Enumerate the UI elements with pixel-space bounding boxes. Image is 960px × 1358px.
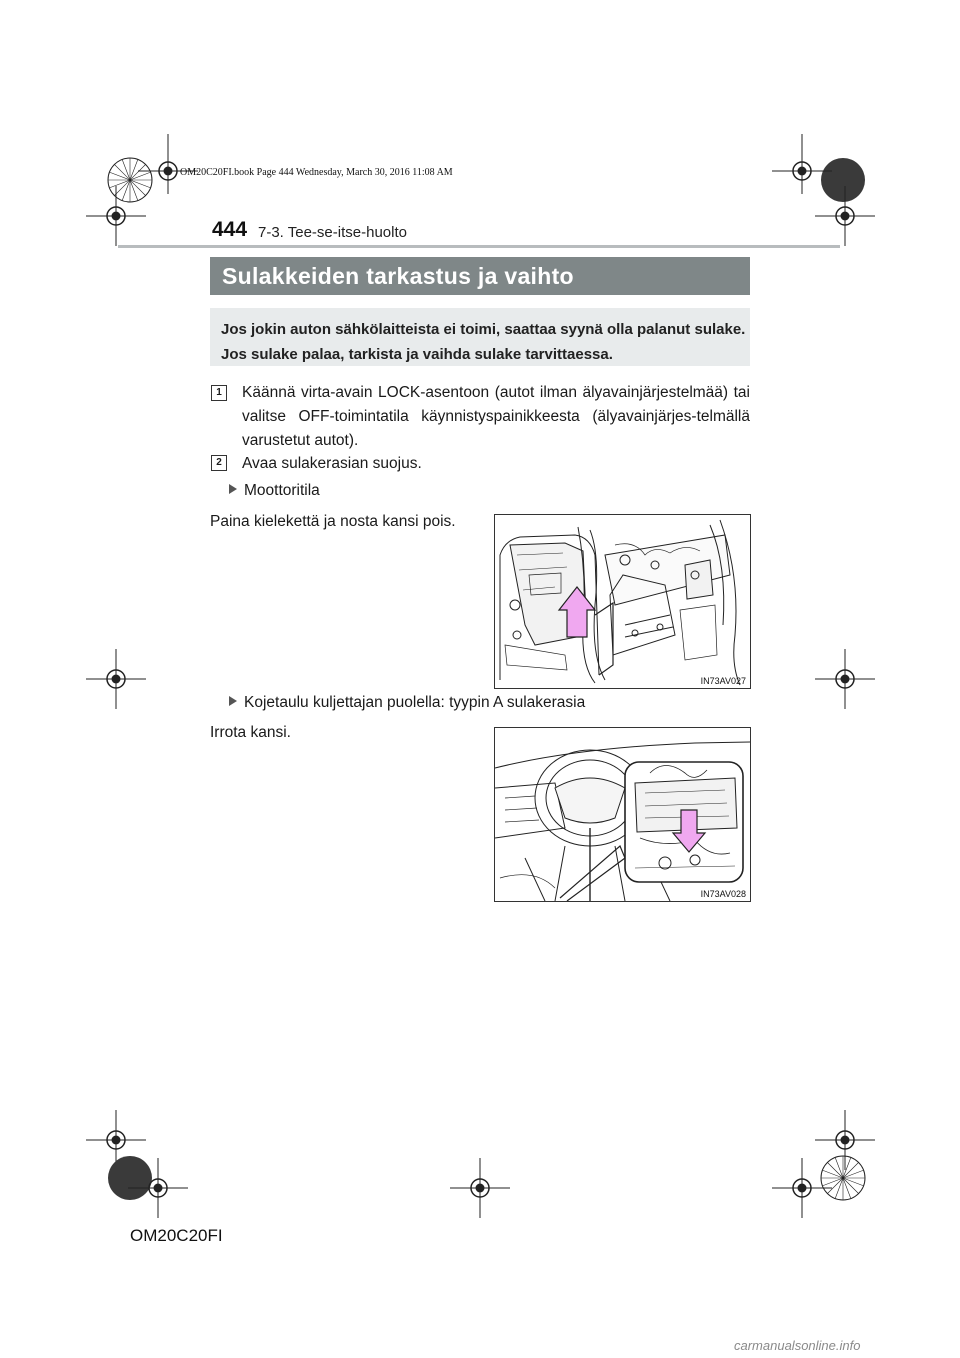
registration-mark-top-left bbox=[138, 134, 198, 194]
instruction-dashboard: Irrota kansi. bbox=[210, 724, 291, 741]
watermark: carmanualsonline.info bbox=[734, 1338, 861, 1353]
step-1-text: Käännä virta-avain LOCK-asentoon (autot ilman älyavainjärjestelmää) tai valitse OFF-toimintatila käynnistyspainikkeesta (älyavainjärjes-telmällä varustetut autot). bbox=[242, 384, 750, 449]
footer-code: OM20C20FI bbox=[130, 1226, 223, 1245]
bullet-text: Kojetaulu kuljettajan puolella: tyypin A sulakerasia bbox=[244, 694, 586, 711]
intro-box bbox=[210, 308, 750, 366]
header-rule bbox=[118, 245, 840, 248]
figure-label: IN73AV028 bbox=[700, 889, 746, 899]
registration-mark-bottom-right bbox=[772, 1158, 832, 1218]
figure-engine-fuse-box bbox=[494, 514, 751, 689]
figure-dashboard-fuse-box bbox=[494, 727, 751, 902]
triangle-bullet-icon bbox=[229, 484, 237, 494]
registration-mark-left-upper bbox=[86, 186, 146, 246]
bullet-engine-compartment bbox=[229, 482, 320, 500]
intro-text: Jos jokin auton sähkölaitteista ei toimi, saattaa syynä olla palanut sulake. Jos sulake palaa, tarkista ja vaihda sulake tarvittaessa. bbox=[221, 321, 746, 363]
page-number: 444 bbox=[212, 218, 248, 241]
step-number-1: 1 bbox=[211, 385, 227, 401]
registration-mark-bottom-center bbox=[450, 1158, 510, 1218]
registration-mark-right-middle bbox=[815, 649, 875, 709]
registration-mark-bottom-left bbox=[128, 1158, 188, 1218]
bullet-dashboard-fuse-box bbox=[229, 694, 585, 712]
page-title: Sulakkeiden tarkastus ja vaihto bbox=[222, 263, 574, 289]
engine-bay-illustration bbox=[495, 515, 750, 688]
instruction-engine: Paina kielekettä ja nosta kansi pois. bbox=[210, 513, 456, 530]
triangle-bullet-icon bbox=[229, 696, 237, 706]
section-title: 7-3. Tee-se-itse-huolto bbox=[258, 224, 407, 241]
book-info-line: OM20C20FI.book Page 444 Wednesday, March 30, 2016 11:08 AM bbox=[180, 167, 453, 178]
title-bar bbox=[210, 257, 750, 295]
registration-mark-top-right bbox=[772, 134, 832, 194]
figure-label: IN73AV027 bbox=[700, 676, 746, 686]
bullet-text: Moottoritila bbox=[244, 482, 320, 499]
dashboard-illustration bbox=[495, 728, 750, 901]
registration-mark-right-upper bbox=[815, 186, 875, 246]
registration-mark-left-middle bbox=[86, 649, 146, 709]
step-number-2: 2 bbox=[211, 455, 227, 471]
step-2-text: Avaa sulakerasian suojus. bbox=[242, 455, 422, 472]
